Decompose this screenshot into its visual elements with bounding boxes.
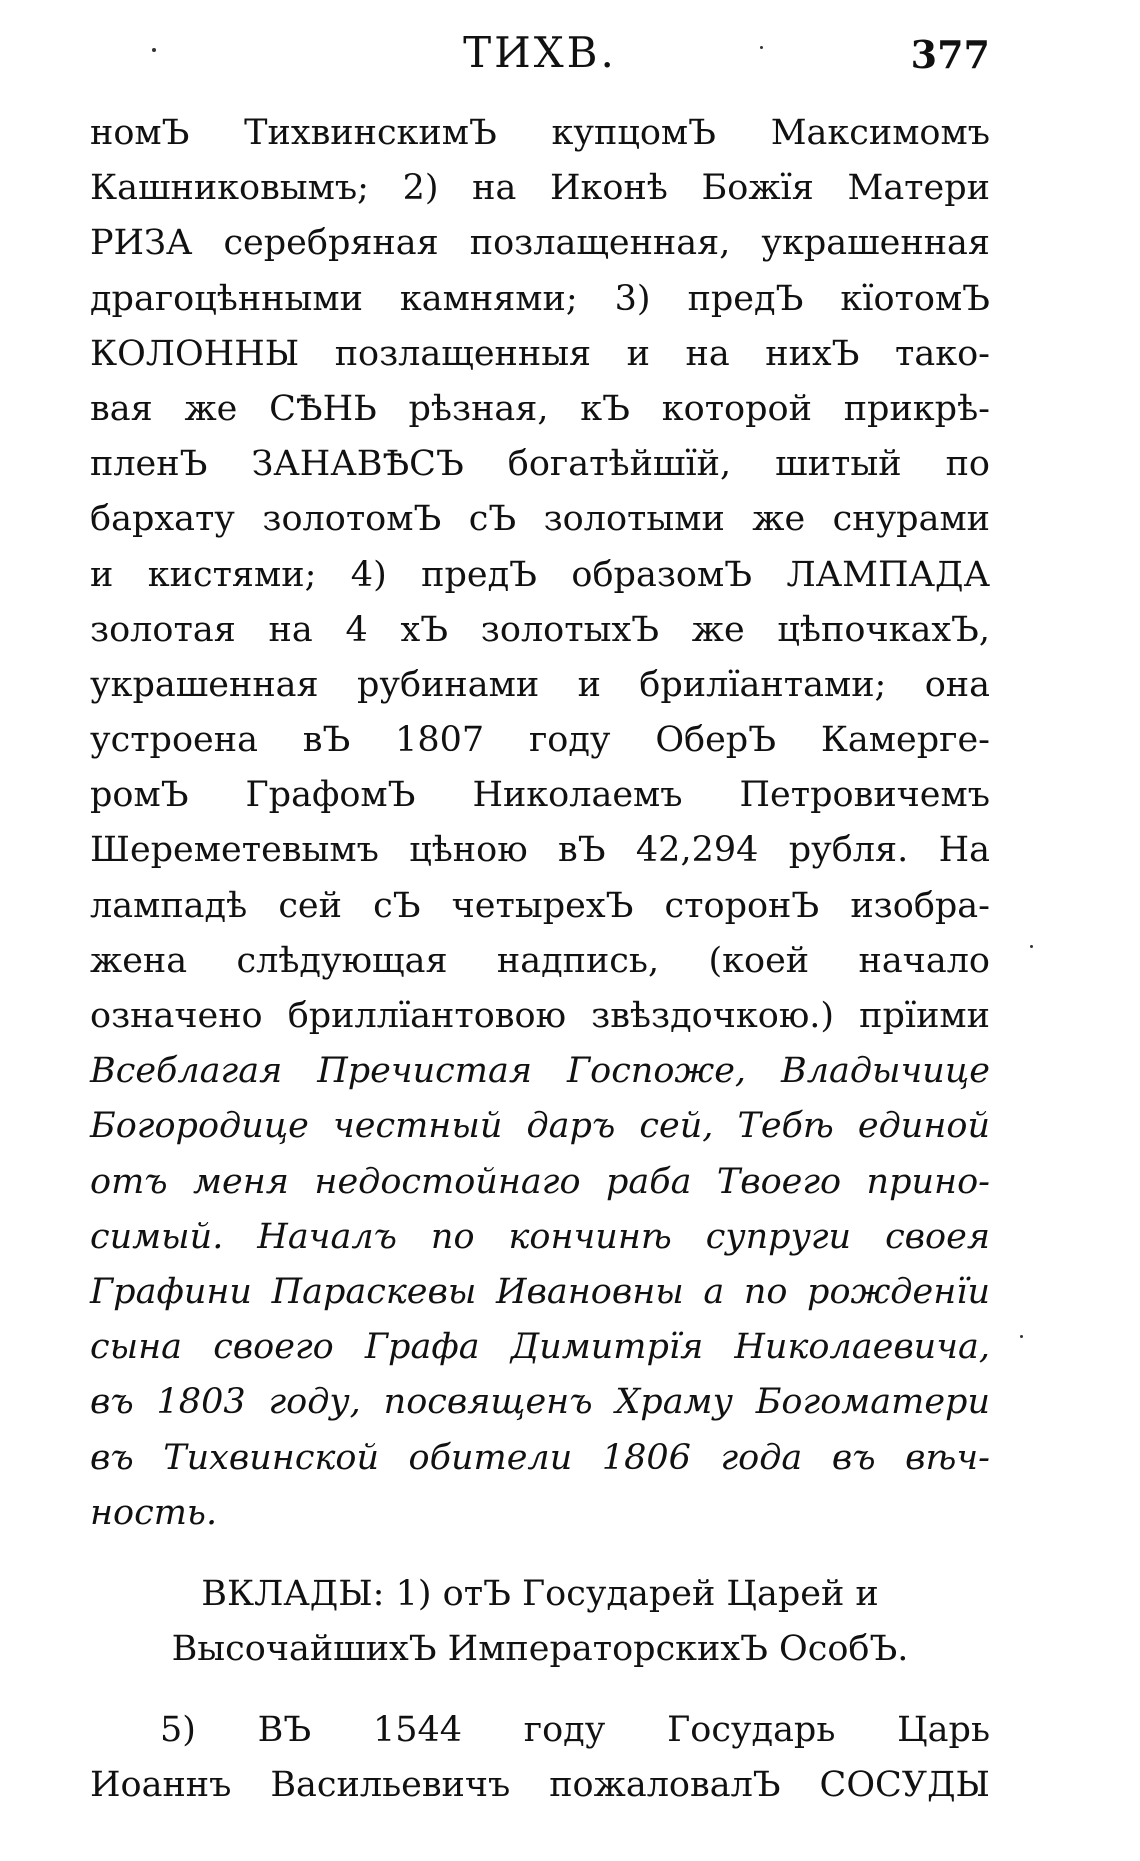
text-line: РИЗА серебряная позлащенная, украшенная <box>90 223 990 264</box>
section-heading: ВысочайшихЪ ИмператорскихЪ ОсобЪ. <box>171 1629 909 1670</box>
section-heading: ВКЛАДЫ: 1) отЪ Государей Царей и <box>201 1573 879 1614</box>
text-line: золотая на 4 хЪ золотыхЪ же цѣпочкахЪ, <box>90 609 990 650</box>
text-line: номЪ ТихвинскимЪ купцомЪ Максимомъ <box>90 113 990 153</box>
text-line: драгоцѣнными камнями; 3) предЪ кїотомЪ <box>90 278 990 319</box>
body-text <box>90 106 990 1814</box>
inscription-line: симый. Началъ по кончинѣ супруги своея <box>90 1216 990 1257</box>
text-line: лампадѣ сей сЪ четырехЪ сторонЪ изобра- <box>90 885 990 926</box>
inscription-line: Богородице честный даръ сей, Тебѣ единой <box>90 1106 990 1147</box>
text-line: КОЛОННЫ позлащенныя и на нихЪ тако- <box>90 333 990 374</box>
text-line: и кистями; 4) предЪ образомЪ ЛАМПАДА <box>90 554 990 595</box>
print-speck <box>1030 945 1033 948</box>
inscription-line: Графини Параскевы Ивановны а по рожденїи <box>90 1271 990 1312</box>
page-header <box>90 22 990 82</box>
page-number: 377 <box>910 32 990 77</box>
text-line: бархату золотомЪ сЪ золотыми же снурами <box>90 499 990 540</box>
inscription-line: въ Тихвинской обители 1806 года въ вѣч- <box>90 1437 990 1478</box>
text-line: Кашниковымъ; 2) на Иконѣ Божїя Матери <box>90 168 990 209</box>
print-speck <box>152 48 156 52</box>
text-line: жена слѣдующая надпись, (коей начало <box>90 940 990 981</box>
paragraph-line: Иоаннъ Васильевичъ пожаловалЪ СОСУДЫ <box>90 1765 990 1806</box>
inscription-line: Всеблагая Пречистая Госпоже, Владычице <box>90 1051 990 1092</box>
text-line: украшенная рубинами и брилїантами; она <box>90 664 990 705</box>
print-speck <box>760 46 763 49</box>
text-line: ромЪ ГрафомЪ Николаемъ Петровичемъ <box>90 775 990 816</box>
inscription-line: ность. <box>90 1492 218 1533</box>
text-line: вая же СѢНЬ рѣзная, кЪ которой прикрѣ- <box>90 388 990 429</box>
inscription-line: сына своего Графа Димитрїя Николаевича, <box>90 1327 990 1368</box>
print-speck <box>1020 1335 1023 1338</box>
text-line: пленЪ ЗАНАВѢСЪ богатѣйшїй, шитый по <box>90 444 990 485</box>
inscription-line: въ 1803 году, посвященъ Храму Богоматери <box>90 1382 990 1423</box>
text-line: устроена вЪ 1807 году ОберЪ Камерге- <box>90 720 990 761</box>
running-head: ТИХВ. <box>463 28 617 77</box>
inscription-line: отъ меня недостойнаго раба Твоего прино- <box>90 1161 990 1202</box>
text-line: означено бриллїантовою звѣздочкою.) прїими <box>90 996 990 1036</box>
paragraph-line: 5) ВЪ 1544 году Государь Царь <box>160 1710 990 1751</box>
text-line: Шереметевымъ цѣною вЪ 42,294 рубля. На <box>90 830 990 871</box>
